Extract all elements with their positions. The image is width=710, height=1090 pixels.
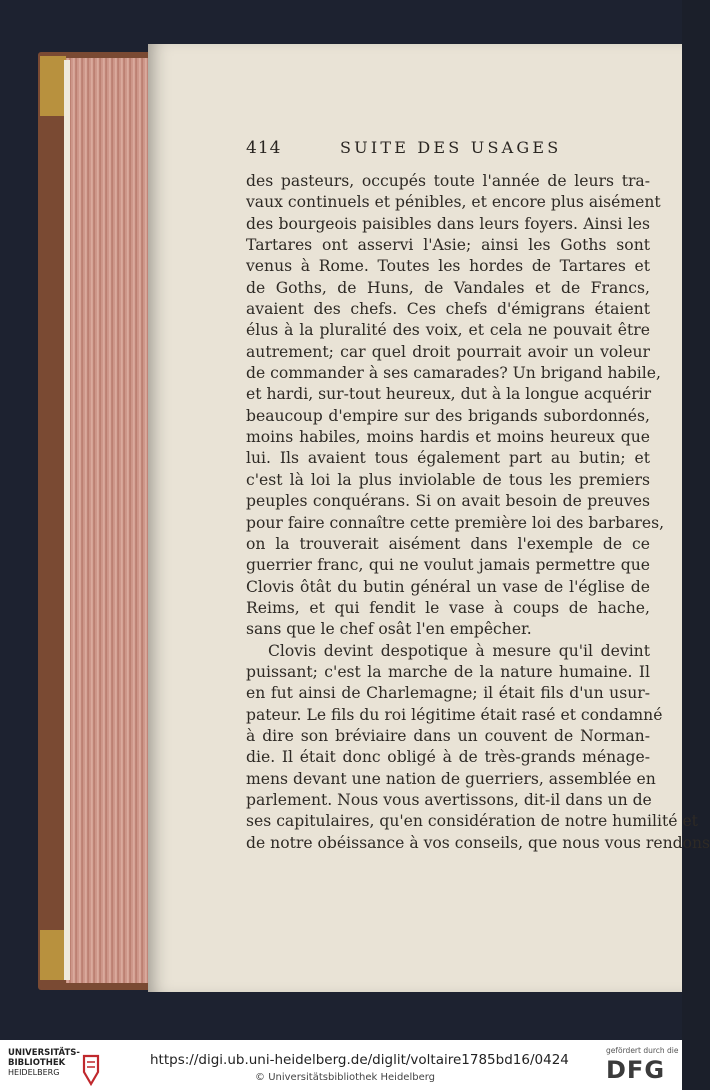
text-line: on la trouverait aisément dans l'exemple de ce [246, 534, 650, 553]
copyright-icon: © [255, 1072, 265, 1083]
text-line: beaucoup d'empire sur des brigands subordonnés, [246, 406, 650, 425]
text-line: Clovis ôtât du butin général un vase de l'église de [246, 577, 650, 596]
running-head: SUITE DES USAGES [340, 138, 562, 157]
page-edges [66, 58, 154, 983]
text-line: autrement; car quel droit pourrait avoir un voleur [246, 342, 650, 361]
text-line: à dire son bréviaire dans un couvent de Norman- [246, 726, 650, 745]
dfg-logo[interactable]: DFG [606, 1056, 666, 1084]
text-line: avaient des chefs. Ces chefs d'émigrans étaient [246, 300, 650, 319]
copyright-text: Universitätsbibliothek Heidelberg [268, 1072, 436, 1083]
text-line: mens devant une nation de guerriers, assemblée en [246, 769, 656, 788]
text-line: Clovis devint despotique à mesure qu'il devint [268, 641, 650, 660]
text-line: sans que le chef osât l'en empêcher. [246, 620, 532, 639]
text-line: ses capitulaires, qu'en considération de notre humilité et [246, 812, 698, 831]
logo-line-1: UNIVERSITÄTS- [8, 1048, 80, 1058]
text-line: peuples conquérans. Si on avait besoin de preuves [246, 492, 650, 511]
text-line: élus à la pluralité des voix, et cela ne pouvait être [246, 321, 650, 340]
viewer-footer [0, 1040, 682, 1090]
university-library-logo[interactable] [8, 1048, 126, 1084]
text-line: pour faire connaître cette première loi des barbares, [246, 513, 665, 532]
text-line: en fut ainsi de Charlemagne; il était fils d'un usur- [246, 684, 650, 703]
text-line: puissant; c'est la marche de la nature humaine. Il [246, 662, 650, 681]
text-line: die. Il était donc obligé à de très-grands ménage- [246, 748, 650, 767]
text-line: parlement. Nous vous avertissons, dit-il dans un de [246, 790, 652, 809]
page-number: 414 [246, 138, 282, 158]
cover-corner-bottom [40, 930, 66, 980]
text-line: pateur. Le fils du roi légitime était rasé et condamné [246, 705, 663, 724]
text-line: des pasteurs, occupés toute l'année de leurs tra- [246, 172, 650, 190]
copyright-notice [255, 1072, 435, 1083]
text-line: moins habiles, moins hardis et moins heureux que [246, 428, 650, 447]
text-line: Tartares ont asservi l'Asie; ainsi les Goths sont [246, 236, 650, 255]
text-line: et hardi, sur-tout heureux, dut à la longue acquérir [246, 385, 652, 404]
cover-corner-top [40, 56, 66, 116]
text-line: vaux continuels et pénibles, et encore plus aisément [246, 193, 661, 212]
text-line: de Goths, de Huns, de Vandales et de Francs, [246, 278, 650, 297]
text-line: Reims, et qui fendit le vase à coups de hache, [246, 598, 650, 617]
body-text [246, 171, 710, 854]
library-seal-icon [78, 1054, 104, 1088]
text-line: de notre obéissance à vos conseils, que nous vous rendons [246, 833, 710, 852]
page-url-link[interactable]: https://digi.ub.uni-heidelberg.de/diglit/voltaire1785bd16/0424 [150, 1052, 569, 1068]
text-line: c'est là loi la plus inviolable de tous les premiers [246, 470, 650, 489]
text-line: de commander à ses camarades? Un brigand habile, [246, 364, 661, 383]
text-line: lui. Ils avaient tous également part au butin; et [246, 449, 650, 468]
page-header [0, 138, 682, 162]
text-line: guerrier franc, qui ne voulut jamais permettre que [246, 556, 650, 575]
dfg-caption: gefördert durch die [606, 1046, 679, 1055]
logo-line-3: HEIDELBERG [8, 1068, 60, 1077]
page-edge-white [64, 60, 70, 980]
text-line: venus à Rome. Toutes les hordes de Tartares et [246, 257, 650, 276]
text-line: des bourgeois paisibles dans leurs foyers. Ainsi les [246, 214, 650, 233]
logo-line-2: BIBLIOTHEK [8, 1058, 66, 1068]
